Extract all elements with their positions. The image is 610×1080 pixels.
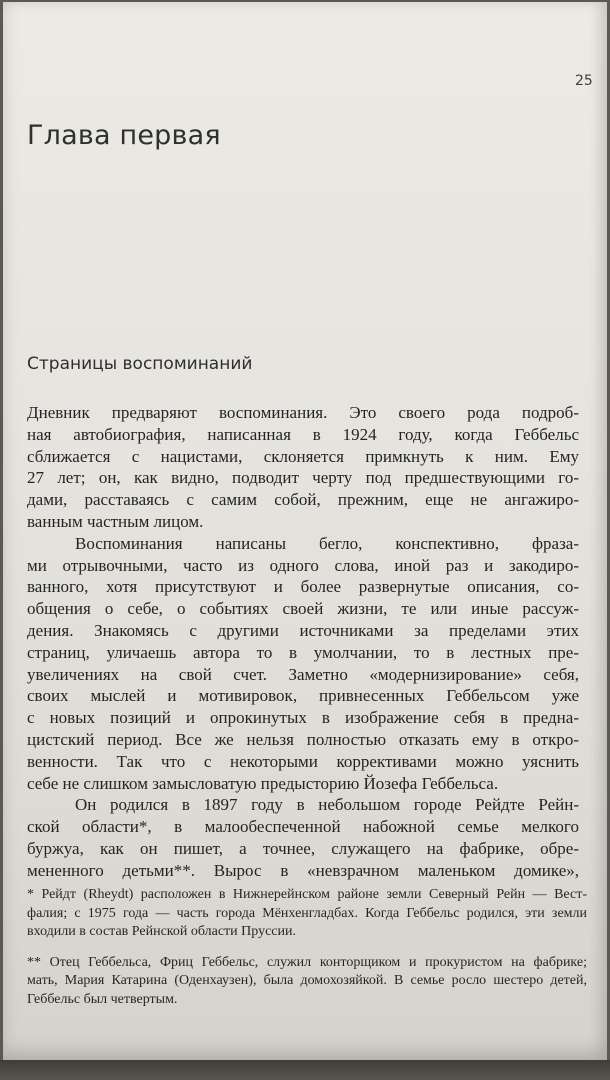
body-line: увеличениях на свой счет. Заметно «модернизирование» себя, [27,664,579,684]
footnote-line: * Рейдт (Rheydt) расположен в Нижнерейнском районе земли Северный Рейн — Вест- [27,887,587,902]
page-number: 25 [575,73,593,89]
footnote-line: мать, Мария Катарина (Оденхаузен), была домохозяйкой. В семье росло шестеро детей, [27,973,587,989]
body-line: ванным частным лицом. [27,511,204,531]
footnote [27,886,587,942]
page-bottom-edge [0,1060,610,1080]
body-line: ванного, хотя присутствуют и более развернутые описания, со- [27,577,579,597]
body-line: Воспоминания написаны бегло, конспективно, фраза- [75,533,579,553]
section-title: Страницы воспоминаний [27,354,253,374]
body-line: дения. Знакомясь с другими источниками за пределами этих [27,620,579,640]
footnote [27,954,587,1010]
body-line: себе не слишком замысловатую предысторию Йозефа Геббельса. [27,773,499,793]
body-line: Дневник предваряют воспоминания. Это своего рода подроб- [27,403,579,422]
body-line: ная автобиография, написанная в 1924 году, когда Геббельс [27,424,579,444]
body-line: буржуа, как он пишет, а точнее, служащего на фабрике, обре- [27,838,579,858]
footnote-line: ** Отец Геббельса, Фриц Геббельс, служил конторщиком и прокуристом на фабрике; [27,954,587,970]
footnote-line: фалия; с 1975 года — часть города Мёнхенгладбах. Когда Геббельс родился, эти земли [27,905,587,921]
chapter-title: Глава первая [27,120,221,151]
body-line: ми отрывочными, часто из одного слова, иной раз и закодиро- [27,555,579,575]
footnote-line: входили в состав Рейнской области Пруссии. [27,924,297,940]
body-line: 27 лет; он, как видно, подводит черту под предшествующими го- [27,468,579,488]
body-line: с новых позиций и опрокинутых в изображение себя в предна- [27,708,579,728]
book-page [3,2,607,1060]
body-line: мененного детьми**. Вырос в «невзрачном маленьком домике», [27,860,579,880]
body-line: Он родился в 1897 году в небольшом городе Рейдте Рейн- [75,795,579,815]
body-line: общения о себе, о событиях своей жизни, те или иные рассуж- [27,599,579,619]
body-line: цистский период. Все же нельзя полностью отказать ему в откро- [27,729,579,749]
footnote-line: Геббельс был четвертым. [27,991,178,1007]
body-line: дами, расставаясь с самим собой, прежним, еще не ангажиро- [27,490,579,510]
body-line: сближается с нацистами, склоняется примкнуть к ним. Ему [27,446,579,466]
body-line: венности. Так что с некоторыми коррективами можно уяснить [27,751,579,771]
body-line: своих мыслей и мотивировок, привнесенных Геббельсом уже [27,686,579,706]
body-line: ской области*, в малообеспеченной набожной семье мелкого [27,817,579,837]
footnotes [27,886,587,1022]
body-text [27,402,579,882]
body-line: страниц, уличаешь автора то в умолчании, то в лестных пре- [27,642,579,662]
